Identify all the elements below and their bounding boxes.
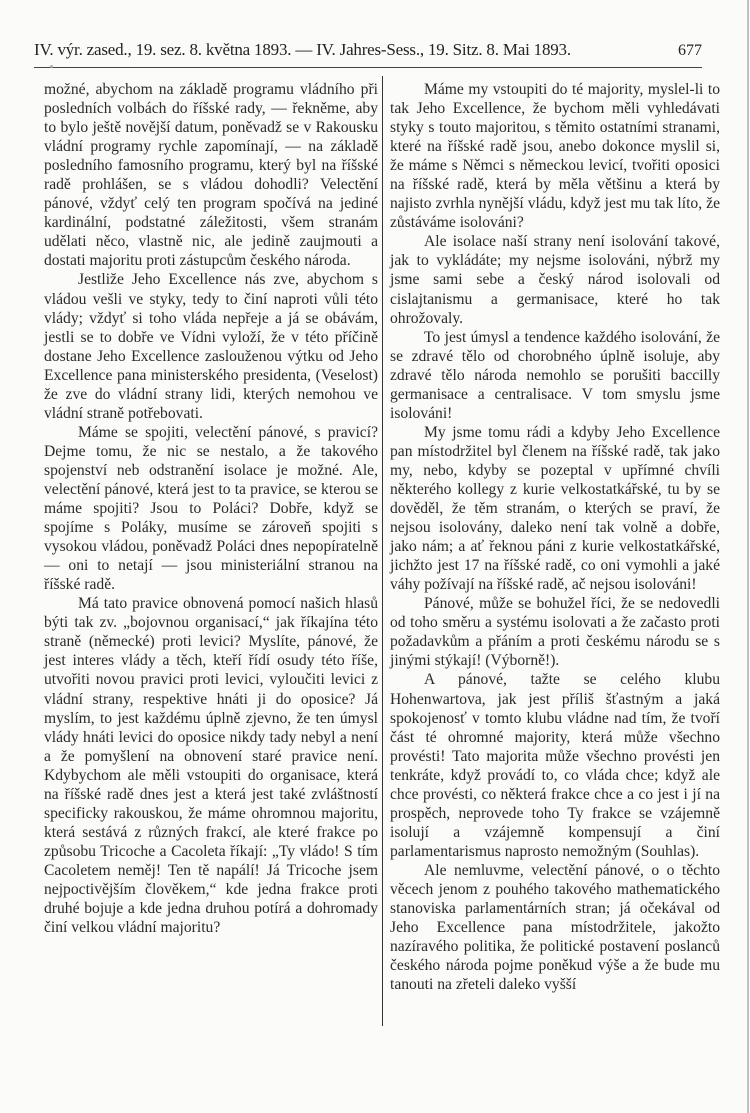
right-column	[390, 80, 720, 994]
paragraph: Má tato pravice obnovená pomocí našich hlasů býti tak zv. „bojovnou organisací,“ jak říkajína této straně (německé) proti levici? Myslíte, pánové, že jest interes vlády a těch, kteří řídí osudy této říše, utvořiti novou pravici proti levici, vyloučiti levici z vládní strany, respektive hnáti ji do oposice? Já myslím, to jest každému úplně zjevno, že ten úmysl vlády hnáti levici do oposice nikdy tady nebyl a není a že pomyšlení na obnovení staré pravice není. Kdybychom ale měli vstoupiti do organisace, která na říšské radě dnes jest a která jest také zvláštností specificky rakouskou, že máme ohromnou majoritu, která sestává z různých frakcí, ale které frakce po způsobu Tricoche a Cacoleta říkají: „Ty vládo! S tím Cacoletem neměj! Ten tě napálí! Já Tricoche jsem nejpoctivějším člověkem,“ kde jedna frakce proti druhé bojuje a kde jedna druhou potírá a dohromady činí velkou vládní majoritu?	[44, 595, 378, 937]
paragraph: Ale nemluvme, velectění pánové, o o těchto věcech jenom z pouhého takového mathematického stanoviska parlamentárních stran; já očekával od Jeho Excellence pana místodržitele, jakožto nazíravého politika, že politické postavení poslanců českého národa pojme poněkud výše a že bude mu tanouti na zřeteli daleko vyšší	[390, 861, 720, 994]
paragraph: Máme my vstoupiti do té majority, myslel-li to tak Jeho Excellence, že bychom měli vyhledávati styky s touto majoritou, s těmito ostatními stranami, které na říšské radě jsou, anebo dokonce myslil si, že máme s Němci s německou levicí, tvořiti oposici na říšské radě, která by měla většinu a která by najisto zvrhla nynější vládu, když jest mu tak líto, že zůstáváme isolováni?	[390, 81, 720, 232]
page-number: 677	[678, 42, 702, 59]
paragraph: možné, abychom na základě programu vládního při posledních volbách do říšské rady, — řekněme, aby to bylo ještě novější datum, poněvadž se v Rakousku vládní programy rychle zapomínají, — na základě posledního famosního programu, který byl na říšské radě prohlášen, se s vládou dohodli? Velectění pánové, vždyť celý ten program spočívá na jediné kardinální, podstatné záležitosti, všem stranám udělati něco, vlastně nic, ale jedině zaujmouti a dostati majoritu proti zástupcům českého národa.	[44, 81, 378, 270]
column-divider	[382, 76, 383, 1026]
header-czech: IV. výr. zased., 19. sez. 8. května 1893.	[34, 40, 292, 59]
paragraph: My jsme tomu rádi a kdyby Jeho Excellence pan místodržitel byl členem na říšské radě, tak jako my, nebo, kdyby se pozeptal v upřímné chvíli některého kollegy z kurie velkostatkářské, tu by se dověděl, že těm stranám, o kterých se praví, že nejsou isolovány, daleko není tak volně a dobře, jako nám; a ať řeknou páni z kurie velkostatkářské, jichžto jest 17 na říšské radě, co oni vymohli a jaké váhy požívají na říšské radě, ač nejsou isolováni!	[390, 423, 720, 594]
running-header	[34, 40, 702, 68]
paragraph: To jest úmysl a tendence každého isolování, že se zdravé tělo od chorobného úplně isoluje, aby zdravé tělo národa nemohlo se porušiti baccilly germanisace a centralisace. V tom smyslu jsme isolováni!	[390, 328, 720, 422]
paragraph: A pánové, tažte se celého klubu Hohenwartova, jak jest příliš šťastným a jaká spokojenosť v tomto klubu vládne nad tím, že tvoří část té ohromné majority, která může všechno provésti! Tato majorita může všechno provésti jen tenkráte, když provádí to, co vláda chce; když ale chce provésti, co některá frakce chce a co jest i jí na prospěch, neprovede toho Ty frakce se vzájemně isolují a vzájemně kompensují a činí parlamentarismus naprosto nemožným (Souhlas).	[390, 671, 720, 860]
left-column	[44, 80, 378, 937]
header-session-info	[34, 40, 571, 60]
speck	[50, 65, 53, 68]
paragraph: Ale isolace naší strany není isolování takové, jak to vykládáte; my nejsme isolováni, nýbrž my jsme sami sebe a český národ isolovali od cislajtanismu a germanisace, které ho tak ohrožovaly.	[390, 233, 720, 327]
paragraph: Máme se spojiti, velectění pánové, s pravicí? Dejme tomu, že nic se nestalo, a že takového spojenství neb odstranění isolace je možné. Ale, velectění pánové, která jest to ta pravice, se kterou se máme spojiti? Jsou to Poláci? Dobře, když se spojíme s Poláky, musíme se zároveň spojiti s vysokou vládou, poněvadž Poláci dnes nepopíratelně — oni to netají — jsou ministeriální stranou na říšské radě.	[44, 423, 378, 594]
paragraph: Jestliže Jeho Excellence nás zve, abychom s vládou vešli ve styky, tedy to činí naproti vůli této vlády; vždyť si toho vláda nepřeje a já se obávám, jestli se to dobře ve Vídni vyloží, že v této příčině dostane Jeho Excellence zaslouženou výtku od Jeho Excellence pana ministerského presidenta, (Veselost) že zve do vládní strany lidi, kterých nemohou ve vládní straně potřebovati.	[44, 271, 378, 422]
page-edge	[747, 0, 749, 1113]
paragraph: Pánové, může se bohužel říci, že se nedovedli od toho směru a systému isolovati a že začasto proti požadavkům a přáním a proti českému národu se s jinými stýkají! (Výborně!).	[390, 595, 720, 670]
header-german: IV. Jahres-Sess., 19. Sitz. 8. Mai 1893.	[316, 40, 571, 59]
header-separator: —	[291, 40, 317, 59]
